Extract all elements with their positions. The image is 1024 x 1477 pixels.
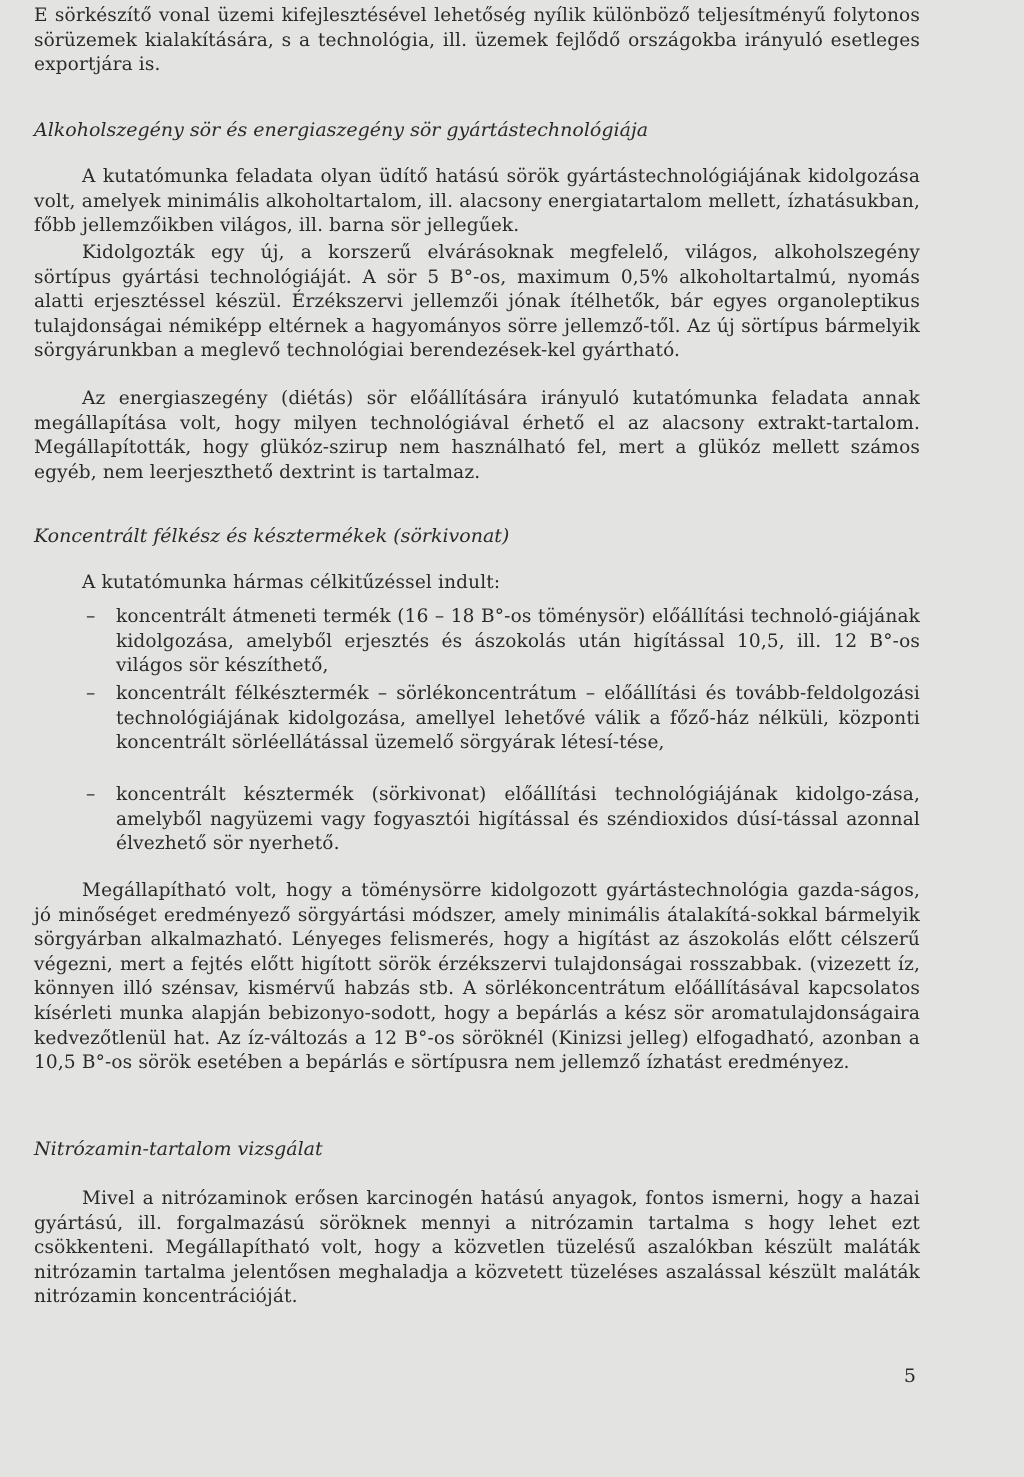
page-number: 5	[903, 1365, 916, 1387]
section-heading-nitrozamin: Nitrózamin-tartalom vizsgálat	[34, 1138, 323, 1160]
section1-paragraph-1: A kutatómunka feladata olyan üdítő hatású sörök gyártástechnológiájának kidolgozása volt, amelyek minimális alkoholtartalom, ill. alacsony energiatartalom mellett, ízhatásukban, főbb jellemzőikben világos, ill. barna sör jellegűek.	[34, 166, 920, 237]
list-dash: –	[86, 683, 96, 704]
section1-paragraph-2: Kidolgozták egy új, a korszerű elvárásoknak megfelelő, világos, alkoholszegény sörtípus gyártási technológiáját. A sör 5 B°-os, maximum 0,5% alkoholtartalmú, nyomás alatti erjesztéssel készül. Érzékszervi jellemzői jónak ítélhetők, bár egyes organoleptikus tulajdonságai némiképp eltérnek a hagyományos sörre jellemző-től. Az új sörtípus bármelyik sörgyárunkban a meglevő technológiai berendezések-kel gyártható.	[34, 242, 920, 362]
section1-paragraph-3: Az energiaszegény (diétás) sör előállítására irányuló kutatómunka feladata annak megállapítása volt, hogy milyen technológiával érhető el az alacsony extrakt-tartalom. Megállapították, hogy glükóz-szirup nem használható fel, mert a glükóz mellett számos egyéb, nem leerjeszthető dextrint is tartalmaz.	[34, 388, 920, 483]
list-item-text: koncentrált késztermék (sörkivonat) előállítási technológiájának kidolgo-zása, amelyből nagyüzemi vagy fogyasztói higítással és széndioxidos dúsí-tással azonnal élvezhető sör nyerhető.	[116, 784, 920, 855]
list-dash: –	[86, 606, 96, 627]
list-item-text: koncentrált félkésztermék – sörlékoncentrátum – előállítási és tovább-feldolgozási technológiájának kidolgozása, amellyel lehetővé válik a főző-ház nélküli, központi koncentrált sörléellátással üzemelő sörgyárak létesí-tése,	[116, 683, 920, 754]
list-dash: –	[86, 784, 96, 805]
intro-paragraph: E sörkészítő vonal üzemi kifejlesztésével lehetőség nyílik különböző teljesítményű folytonos sörüzemek kialakítására, s a technológia, ill. üzemek fejlődő országokba irányuló esetleges exportjára is.	[34, 5, 920, 76]
section2-paragraph-after: Megállapítható volt, hogy a töménysörre kidolgozott gyártástechnológia gazda-ságos, jó minőséget eredményező sörgyártási módszer, amely minimális átalakítá-sokkal bármelyik sörgyárban alkalmazható. Lényeges felismerés, hogy a higítást az ászokolás előtt célszerű végezni, mert a fejtés előtt higított sörök érzékszervi tulajdonságai rosszabbak. (vizezett íz, könnyen illó szénsav, kismérvű habzás stb. A sörlékoncentrátum előállításával kapcsolatos kísérleti munka alapján bebizonyo-sodott, hogy a bepárlás a kész sör aromatulajdonságaira kedvezőtlenül hat. Az íz-változás a 12 B°-os söröknél (Kinizsi jelleg) elfogadható, azonban a 10,5 B°-os sörök esetében a bepárlás e sörtípusra nem jellemző ízhatást eredményez.	[34, 880, 920, 1074]
section-heading-koncentralt: Koncentrált félkész és késztermékek (sörkivonat)	[34, 525, 510, 547]
section2-intro: A kutatómunka hármas célkitűzéssel indult:	[82, 572, 501, 593]
section-heading-alkoholszegeny: Alkoholszegény sör és energiaszegény sör gyártástechnológiája	[34, 119, 649, 141]
section3-paragraph-1: Mivel a nitrózaminok erősen karcinogén hatású anyagok, fontos ismerni, hogy a hazai gyártású, ill. forgalmazású söröknek mennyi a nitrózamin tartalma s hogy lehet ezt csökkenteni. Megállapítható volt, hogy a közvetlen tüzelésű aszalókban készült maláták nitrózamin tartalma jelentősen meghaladja a közvetett tüzeléses aszalással készült maláták nitrózamin koncentrációját.	[34, 1188, 920, 1308]
list-item-text: koncentrált átmeneti termék (16 – 18 B°-os töménysör) előállítási technoló-giájának kidolgozása, amelyből erjesztés és ászokolás után higítással 10,5, ill. 12 B°-os világos sör készíthető,	[116, 606, 920, 677]
